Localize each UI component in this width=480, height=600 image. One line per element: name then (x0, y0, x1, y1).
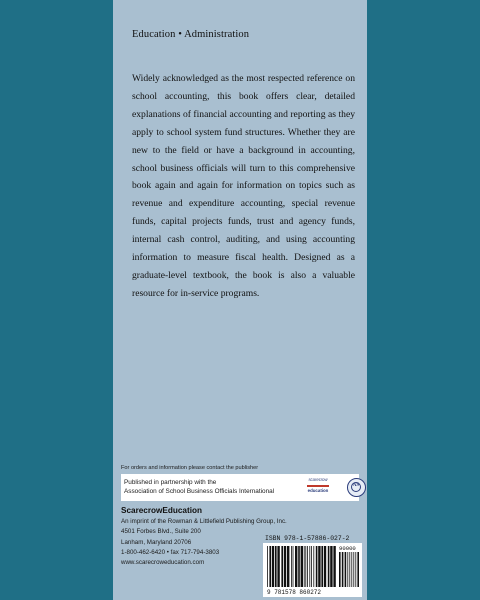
barcode-bar (333, 546, 335, 587)
barcode-bar (298, 546, 300, 587)
barcode-bar (275, 546, 277, 587)
publisher-footer (113, 459, 367, 600)
partner-line-2: Association of School Business Officials International (124, 488, 275, 495)
logo-top-text: scarecrow (308, 477, 328, 482)
barcode-addon-bar (345, 552, 347, 587)
partner-box (121, 474, 359, 501)
barcode-addon-bar (339, 552, 341, 587)
barcode-addon-bar (347, 552, 348, 587)
barcode-bar (295, 546, 297, 587)
orders-note: For orders and information please contact the publisher (121, 465, 259, 471)
barcode-bar (291, 546, 292, 587)
barcode-bar (301, 546, 303, 587)
barcode-addon-bar (349, 552, 350, 587)
barcode-digits: 9 781578 860272 (267, 589, 322, 596)
logo-bottom-text: education (307, 488, 329, 493)
logo-bar (307, 485, 329, 487)
barcode-bar (305, 546, 306, 587)
scarecrow-education-logo (303, 477, 333, 498)
address-line: Lanham, Maryland 20706 (121, 538, 192, 546)
barcode-bar (324, 546, 326, 587)
barcode-addon-bar (355, 552, 356, 587)
publisher-name: ScarecrowEducation (121, 506, 202, 515)
barcode-bar (281, 546, 283, 587)
address-line: An imprint of the Rowman & Littlefield Publishing Group, Inc. (121, 518, 287, 525)
right-cover-band (367, 0, 480, 600)
barcode-bar (293, 546, 294, 587)
address-line: www.scarecroweducation.com (121, 559, 205, 567)
category-label: Education • Administration (132, 29, 250, 40)
book-description: Widely acknowledged as the most respected reference on school accounting, this book offers clear, detailed explanations of financial accounting and reporting as they apply to school system fund structures. Whether they are new to the field or have a background in accounting, school business officials will turn to this comprehensive book again and again for information on topics such as revenue and expenditure accounting, special revenue funds, capital projects funds, trust and agency funds, internal cash control, auditing, and using accounting information to measure fiscal health. Designed as a graduate-level textbook, the book is also a valuable resource for in-service programs. (132, 73, 355, 299)
publisher-address (121, 517, 287, 568)
barcode-bar (287, 546, 289, 587)
seal-text: AS (352, 483, 360, 488)
address-line: 4501 Forbes Blvd., Suite 200 (121, 528, 201, 536)
isbn-label: ISBN 978-1-57886-027-2 (265, 535, 350, 542)
asbo-seal-icon (347, 478, 366, 497)
barcode-bar (313, 546, 314, 587)
barcode-bar (328, 546, 330, 587)
barcode-addon-bar (353, 552, 354, 587)
partner-line-1: Published in partnership with the (124, 479, 217, 486)
barcode-bar (321, 546, 323, 587)
barcode-bar (316, 546, 318, 587)
barcode-bar (272, 546, 274, 587)
barcode-bar (307, 546, 308, 587)
barcode-bar (267, 546, 268, 587)
barcode-bar (309, 546, 310, 587)
barcode-bar (311, 546, 312, 587)
back-cover-panel (113, 0, 367, 600)
partner-text (124, 478, 299, 496)
barcode-bars-icon (263, 543, 362, 589)
barcode-bar (330, 546, 332, 587)
barcode-bar (269, 546, 271, 587)
barcode (263, 543, 362, 597)
barcode-bar (318, 546, 320, 587)
addon-digits: 90000 (339, 545, 356, 552)
address-line: 1-800-462-6420 • fax 717-794-3803 (121, 548, 220, 556)
barcode-bar (277, 546, 279, 587)
barcode-addon-bar (342, 552, 344, 587)
barcode-addon-bar (351, 552, 352, 587)
barcode-bar (284, 546, 286, 587)
barcode-bar (304, 546, 305, 587)
left-cover-band (0, 0, 113, 600)
barcode-addon-bar (357, 552, 359, 587)
